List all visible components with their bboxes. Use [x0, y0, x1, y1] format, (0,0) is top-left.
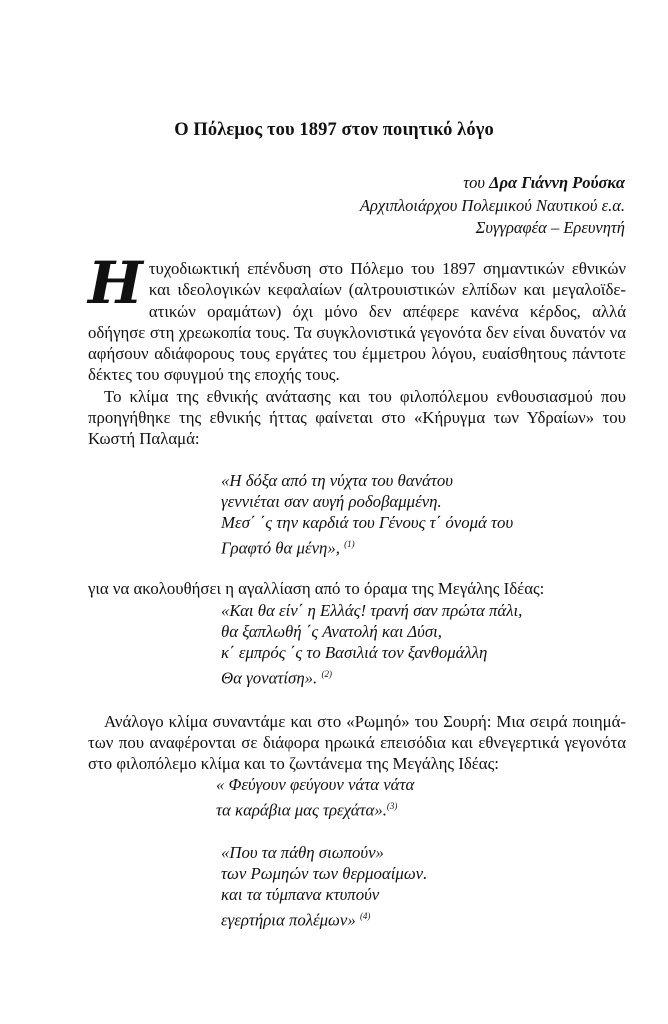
footnote-ref: (2)	[321, 668, 332, 679]
verse-line: γεννιέται σαν αυγή ροδοβαμμένη.	[221, 491, 442, 511]
verse-2	[221, 600, 626, 689]
footnote-ref: (1)	[344, 538, 355, 549]
bridge-line: για να ακολουθήσει η αγαλλίαση από το όραμα της Μεγάλης Ιδέας:	[88, 579, 545, 599]
verse-line: θα ξαπλωθή ΄ς Ανατολή και Δύσι,	[221, 622, 442, 642]
byline-prefix: του	[463, 173, 486, 192]
verse-line: Γραφτό θα μένη»,	[221, 538, 340, 558]
paragraph-line: στο φιλοπόλεμο κλίμα και το ζωντάνεμα της Μεγάλης Ιδέας:	[88, 754, 499, 774]
byline-author-line	[360, 172, 625, 195]
verse-line: «Που τα πάθη σιωπούν»	[221, 842, 384, 862]
intro-line: και ιδεολογικών κεφαλαίων (αλτρουιστικών ελπίδων και μεγαλοϊδε-	[148, 280, 626, 300]
paragraph-line: Το κλίμα της εθνικής ανάτασης και του φιλοπόλεμου ενθουσιασμού που	[104, 386, 626, 406]
verse-line: « Φεύγουν φεύγουν νάτα νάτα	[216, 775, 415, 795]
byline-author: Δρα Γιάννη Ρούσκα	[489, 173, 625, 192]
verse-line: των Ρωμηών των θερμοαίμων.	[221, 863, 428, 883]
paragraph-line: προηγήθηκε της εθνικής ήττας φαίνεται στο «Κήρυγμα των Υδραίων» του	[88, 408, 626, 428]
byline-role: Συγγραφέα – Ερευνητή	[475, 218, 625, 237]
intro-line: σφυγμού της εποχής τους.	[163, 365, 340, 385]
article-title: Ο Πόλεμος του 1897 στον ποιητικό λόγο	[174, 120, 494, 140]
intro-line: ατικών οραμάτων) όχι μόνο δεν απέφερε κανένα κέρδος, αλλά οδήγησε στη	[88, 301, 626, 342]
footnote-ref: (3)	[386, 800, 398, 811]
paragraph-line: Κωστή Παλαμά:	[88, 429, 200, 449]
paragraph-line: των που αναφέρονται σε διάφορα ηρωικά επεισόδια και εθνεγερτικά γεγονότα	[88, 732, 626, 752]
verse-line: κ΄ εμπρός ΄ς το Βασιλιά τον ξανθομάλλη	[221, 643, 488, 663]
intro-line: τυχοδιωκτική επένδυση στο Πόλεμο του 1897 σημαντικών εθνικών	[148, 259, 626, 278]
verse-line: «Και θα είν΄ η Ελλάς! τρανή σαν πρώτα πάλι,	[221, 600, 523, 620]
verse-3	[216, 774, 626, 820]
verse-line: και τα τύμπανα κτυπούν	[221, 885, 380, 905]
verse-line: εγερτήρια πολέμων»	[221, 910, 356, 930]
intro-line: χρεωκοπία τους. Τα συγκλονιστικά γεγονότα δεν είναι δυνατόν να αφήσουν	[88, 322, 627, 364]
drop-cap: Η	[88, 249, 143, 317]
verse-4	[221, 842, 626, 931]
footnote-ref: (4)	[359, 910, 371, 921]
intro-paragraph	[88, 249, 627, 386]
verse-line: «Η δόξα από τη νύχτα του θανάτου	[221, 470, 453, 490]
byline	[360, 172, 625, 240]
intro-line: αδιάφορους τους εργάτες του έμμετρου λόγου, ευαίσθητους πάντοτε δέκτες του	[88, 344, 626, 385]
paragraph-line: Ανάλογο κλίμα συναντάμε και στο «Ρωμηό» του Σουρή: Μια σειρά ποιημά-	[104, 711, 626, 731]
verse-line-last	[221, 906, 626, 931]
verse-1	[221, 470, 626, 559]
paragraph-3	[88, 711, 626, 775]
verse-line-last	[221, 534, 626, 559]
paragraph-2	[88, 386, 626, 450]
verse-line: τα καράβια μας τρεχάτα».	[216, 800, 387, 820]
verse-line: Μεσ΄ ΄ς την καρδιά του Γένους τ΄ όνομά του	[221, 513, 514, 533]
article-body	[88, 249, 627, 930]
verse-line: Θα γονατίση».	[221, 668, 318, 688]
byline-rank: Αρχιπλοιάρχου Πολεμικού Ναυτικού ε.α.	[359, 195, 625, 215]
verse-line-last	[216, 796, 626, 821]
verse-line-last	[221, 664, 626, 689]
